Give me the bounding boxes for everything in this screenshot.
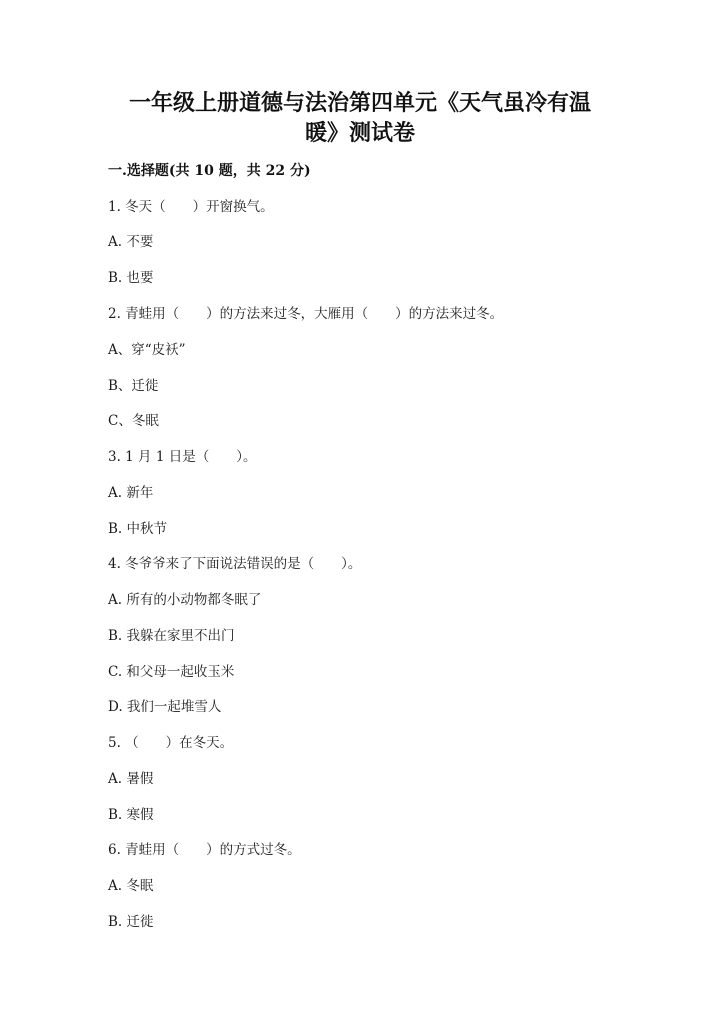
question-4: 4. 冬爷爷来了下面说法错误的是（ ）。: [108, 556, 362, 572]
title-line-1: 一年级上册道德与法治第四单元《天气虽冷有温: [128, 90, 591, 116]
question-2-option-b: B、迁徙: [108, 378, 159, 394]
question-5-option-a: A. 暑假: [108, 771, 154, 787]
question-4-option-d: D. 我们一起堆雪人: [108, 699, 222, 715]
title-line-2: 暖》测试卷: [304, 120, 415, 146]
question-1: 1. 冬天（ ）开窗换气。: [108, 199, 274, 215]
question-4-option-b: B. 我躲在家里不出门: [108, 628, 235, 644]
question-1-option-b: B. 也要: [108, 270, 154, 286]
question-4-option-c: C. 和父母一起收玉米: [108, 664, 235, 680]
question-3-option-b: B. 中秋节: [108, 521, 168, 537]
question-3: 3. 1 月 1 日是（ ）。: [108, 449, 257, 465]
question-5: 5. （ ）在冬天。: [108, 735, 234, 751]
question-5-option-b: B. 寒假: [108, 807, 154, 823]
question-2: 2. 青蛙用（ ）的方法来过冬，大雁用（ ）的方法来过冬。: [108, 306, 504, 322]
question-6-option-a: A. 冬眠: [108, 878, 154, 894]
page-title: [100, 88, 620, 148]
question-3-option-a: A. 新年: [108, 485, 154, 501]
question-1-option-a: A. 不要: [108, 234, 154, 250]
section-heading: 一.选择题(共 10 题，共 22 分): [108, 163, 311, 179]
question-6: 6. 青蛙用（ ）的方式过冬。: [108, 842, 301, 858]
question-4-option-a: A. 所有的小动物都冬眠了: [108, 592, 262, 608]
question-2-option-a: A、穿“皮袄”: [108, 342, 186, 358]
question-2-option-c: C、冬眠: [108, 413, 159, 429]
question-6-option-b: B. 迁徙: [108, 914, 154, 930]
